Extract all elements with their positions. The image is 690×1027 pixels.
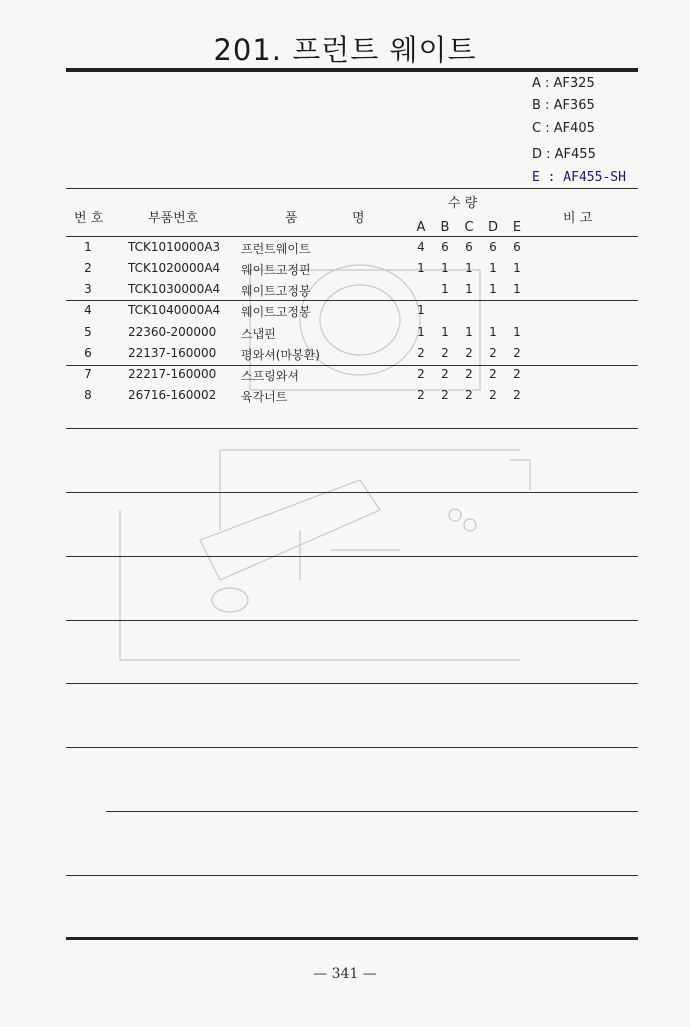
qty-c: 2: [465, 346, 473, 360]
group-rule-1: [66, 300, 638, 301]
blank-rule: [66, 620, 638, 621]
qty-b: 1: [441, 325, 449, 339]
part-name: 웨이트고정봉: [241, 305, 311, 319]
qty-a: 2: [417, 367, 425, 381]
row-number: 3: [84, 282, 92, 296]
qty-e: 2: [513, 388, 521, 402]
qty-d: 1: [489, 261, 497, 275]
blank-rule: [66, 428, 638, 429]
qty-e: 2: [513, 346, 521, 360]
qty-e: 1: [513, 282, 521, 296]
qty-e: 1: [513, 261, 521, 275]
part-number: 26716-160002: [128, 388, 217, 402]
part-number: 22217-160000: [128, 367, 217, 381]
row-number: 5: [84, 325, 92, 339]
qty-c: 1: [465, 261, 473, 275]
qty-a: 1: [417, 325, 425, 339]
part-number: TCK1040000A4: [128, 303, 221, 317]
blank-rule: [66, 747, 638, 748]
row-number: 2: [84, 261, 92, 275]
qty-a: 1: [417, 261, 425, 275]
header-qty-a: A: [416, 220, 426, 235]
row-number: 8: [84, 388, 92, 402]
part-name: 웨이트고정봉: [241, 284, 311, 298]
part-name: 웨이트고정핀: [241, 263, 311, 277]
part-name: 평와셔(마봉환): [241, 348, 320, 362]
qty-b: 1: [441, 282, 449, 296]
header-qty-e: E: [512, 220, 522, 235]
part-name: 육각너트: [241, 390, 288, 404]
model-c: C : AF405: [532, 121, 595, 136]
table-top-rule: [66, 188, 638, 189]
blank-rule: [66, 683, 638, 684]
model-a: A : AF325: [532, 76, 595, 91]
qty-c: 1: [465, 282, 473, 296]
qty-c: 2: [465, 367, 473, 381]
model-b: B : AF365: [532, 98, 595, 113]
qty-c: 6: [465, 240, 473, 254]
group-rule-2: [66, 365, 638, 366]
qty-a: 4: [417, 240, 425, 254]
qty-d: 2: [489, 388, 497, 402]
model-d: D : AF455: [532, 147, 596, 162]
qty-a: 1: [417, 303, 425, 317]
qty-d: 6: [489, 240, 497, 254]
qty-b: 2: [441, 367, 449, 381]
page-title: 201. 프런트 웨이트: [213, 33, 477, 67]
qty-b: 6: [441, 240, 449, 254]
qty-d: 1: [489, 325, 497, 339]
header-no: 번 호: [74, 211, 104, 226]
header-name-1: 품: [285, 211, 298, 226]
row-number: 7: [84, 367, 92, 381]
qty-e: 2: [513, 367, 521, 381]
header-qty: 수 량: [448, 196, 478, 211]
blank-rule: [106, 811, 638, 812]
qty-a: 2: [417, 388, 425, 402]
blank-rule: [66, 556, 638, 557]
row-number: 1: [84, 240, 92, 254]
qty-d: 1: [489, 282, 497, 296]
qty-b: 1: [441, 261, 449, 275]
qty-a: 2: [417, 346, 425, 360]
qty-e: 1: [513, 325, 521, 339]
part-number: TCK1030000A4: [128, 282, 221, 296]
header-qty-b: B: [440, 220, 450, 235]
qty-b: 2: [441, 388, 449, 402]
part-number: 22360-200000: [128, 325, 217, 339]
header-part-no: 부품번호: [148, 211, 199, 226]
part-name: 스프링와셔: [241, 369, 299, 383]
part-name: 스냅핀: [241, 327, 276, 341]
part-number: TCK1010000A3: [128, 240, 221, 254]
blank-rule: [66, 875, 638, 876]
qty-d: 2: [489, 346, 497, 360]
blank-rule: [66, 492, 638, 493]
header-remarks: 비 고: [563, 211, 593, 226]
bottom-rule: [66, 937, 638, 940]
row-number: 4: [84, 303, 92, 317]
page-number: — 341 —: [313, 966, 377, 982]
header-qty-d: D: [487, 220, 498, 235]
model-e: E : AF455-SH: [532, 170, 626, 185]
title-rule: [66, 68, 638, 72]
row-number: 6: [84, 346, 92, 360]
part-name: 프런트웨이트: [241, 242, 311, 256]
header-qty-c: C: [464, 220, 474, 235]
part-number: TCK1020000A4: [128, 261, 221, 275]
part-number: 22137-160000: [128, 346, 217, 360]
qty-d: 2: [489, 367, 497, 381]
qty-b: 2: [441, 346, 449, 360]
table-header-rule: [66, 236, 638, 237]
qty-e: 6: [513, 240, 521, 254]
header-name-2: 명: [352, 211, 365, 226]
qty-c: 2: [465, 388, 473, 402]
qty-c: 1: [465, 325, 473, 339]
